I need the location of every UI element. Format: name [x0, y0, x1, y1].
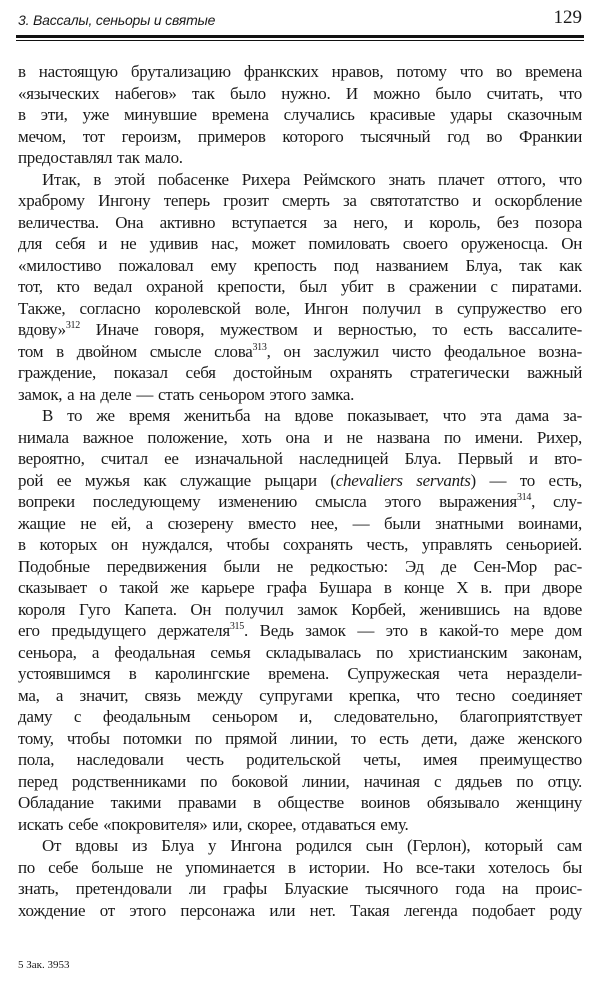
text-run: искать себе «покровителя» или, скорее, отдаваться ему.	[18, 814, 409, 834]
text-line	[18, 233, 582, 255]
text-line	[18, 857, 582, 879]
footnote-ref: 315	[229, 621, 244, 632]
text-line	[18, 577, 582, 599]
text-run: Обладание такими правами в обществе воинов обязывало женщину	[18, 793, 582, 812]
text-line	[18, 599, 582, 621]
text-run: Подобные передвижения были не редкостью: Эд де Сен-Мор рас-	[18, 556, 582, 576]
printer-signature: 5 Зак. 3953	[18, 959, 70, 971]
text-line	[18, 448, 582, 470]
text-run: в эти, уже минувшие времена случались красивые удары сказочным	[18, 105, 582, 124]
text-run: жащие не ей, а сюзерену вместо нее, — были знатными воинами,	[18, 513, 582, 533]
paragraph	[18, 405, 582, 835]
text-run: по себе больше не упоминается в истории. Но все-таки хотелось бы	[18, 857, 582, 877]
text-run: знать, претендовали ли графы Блуаские тысячного года на проис-	[18, 879, 582, 898]
text-run: том в двойном смысле слова	[18, 341, 253, 361]
text-line	[18, 427, 582, 449]
text-line	[18, 728, 582, 750]
text-run: «милостиво пожаловал ему крепость под названием Блуа, так как	[18, 255, 582, 275]
text-run: В то же время женитьба на вдове показывает, что эта дама за-	[42, 406, 582, 425]
text-line	[18, 470, 582, 492]
text-run: тому, чтобы потомки по прямой линии, то есть дети, даже женского	[18, 728, 582, 748]
text-run: пола, наследовали честь родительской четы, имея преимущество	[18, 750, 582, 769]
text-run: даму с феодальным сеньором и, следовательно, благоприятствует	[18, 707, 582, 726]
text-line	[18, 147, 582, 169]
text-line	[18, 556, 582, 578]
text-line	[18, 319, 582, 341]
text-run: его предыдущего держателя	[18, 621, 230, 640]
text-run: Также, согласно королевской воле, Ингон получил в супружество его	[18, 298, 582, 318]
footnote-ref: 312	[65, 320, 80, 331]
text-run: замок, а на деле — стать сеньором этого замка.	[18, 384, 355, 404]
footnote-ref: 314	[516, 492, 532, 503]
text-line	[18, 835, 582, 857]
text-run: короля Гуго Капета. Он получил замок Корбей, женившись на вдове	[18, 599, 582, 619]
footnote-ref: 313	[252, 341, 267, 353]
page-number: 129	[553, 7, 582, 28]
text-run: устоявшимся в каролингские времена. Супружеская чета нераздели-	[18, 664, 582, 683]
text-run: храброму Ингону теперь грозит смерть за святотатство и оскорбление	[18, 191, 582, 210]
text-run: Итак, в этой побасенке Рихера Реймского знать плачет оттого, что	[42, 169, 582, 189]
text-run: вдову»	[18, 320, 66, 339]
text-line	[18, 104, 582, 126]
text-run: сказывает о такой же карьере графа Бушара в конце X в. при дворе	[18, 578, 582, 597]
paragraph	[18, 61, 582, 169]
header-rule-thin	[16, 40, 584, 41]
text-run: для себя и не удивив нас, может помиловать своего оруженосца. Он	[18, 234, 582, 253]
text-line	[18, 83, 582, 105]
text-line	[18, 771, 582, 793]
text-run: ) — то есть,	[470, 470, 582, 490]
text-line	[18, 255, 582, 277]
page-body	[18, 61, 582, 921]
running-header	[18, 6, 582, 32]
text-run: в настоящую брутализацию франкских нравов, потому что во времена	[18, 62, 582, 81]
text-line	[18, 663, 582, 685]
text-line	[18, 534, 582, 556]
text-run: . Ведь замок — это в какой-то мере дом	[243, 621, 582, 640]
text-line	[18, 212, 582, 234]
text-run: , он заслужил чисто феодальное возна-	[266, 341, 582, 361]
text-run: предоставлял так мало.	[18, 148, 183, 167]
text-line	[18, 642, 582, 664]
text-line	[18, 126, 582, 148]
text-line	[18, 190, 582, 212]
text-run: тот, кто ведал охраной крепости, был убит в сражении с пиратами.	[18, 277, 582, 296]
text-line	[18, 814, 582, 836]
text-run: рой ее мужья как служащие рыцари (	[18, 470, 336, 490]
text-line	[18, 749, 582, 771]
text-line	[18, 513, 582, 535]
text-run: вопреки последующему изменению смысла этого выражения	[18, 492, 517, 511]
text-line	[18, 61, 582, 83]
text-line	[18, 405, 582, 427]
text-run: От вдовы из Блуа у Ингона родился сын (Герлон), который сам	[42, 836, 582, 855]
text-run: величества. Она активно вступается за него, и король, без позора	[18, 212, 582, 232]
text-run: вероятно, считал ее изначальной наследницей Блуа. Первый и вто-	[18, 449, 582, 468]
text-line	[18, 491, 582, 513]
text-line	[18, 298, 582, 320]
paragraph	[18, 835, 582, 921]
text-run: в которых он нуждался, чтобы сохранять честь, управлять сеньорией.	[18, 535, 582, 554]
text-line	[18, 792, 582, 814]
text-run: мечом, тот героизм, примеров которого тысячный год во Франкии	[18, 126, 582, 146]
text-line	[18, 276, 582, 298]
text-line	[18, 900, 582, 922]
text-line	[18, 620, 582, 642]
text-run: , слу-	[531, 492, 582, 511]
paragraph	[18, 169, 582, 406]
text-run: ма, а значит, связь между супругами крепка, что тесно соединяет	[18, 685, 582, 705]
text-line	[18, 341, 582, 363]
header-rule	[16, 35, 584, 38]
text-line	[18, 169, 582, 191]
text-run: сеньора, а феодальная семья складывалась по христианским законам,	[18, 642, 582, 662]
text-run: Иначе говоря, мужеством и верностью, то есть вассалите-	[79, 320, 582, 339]
text-line	[18, 706, 582, 728]
text-line	[18, 362, 582, 384]
text-line	[18, 878, 582, 900]
text-run: «языческих набегов» так было нужно. И можно было считать, что	[18, 83, 582, 103]
text-line	[18, 384, 582, 406]
text-run: нимала важное положение, хоть она и не названа по имени. Рихер,	[18, 427, 582, 447]
text-line	[18, 685, 582, 707]
text-run: перед родственниками по боковой линии, начиная с дядьев по отцу.	[18, 771, 582, 791]
italic-term: chevaliers servants	[335, 470, 471, 490]
chapter-title: 3. Вассалы, сеньоры и святые	[18, 12, 216, 28]
text-run: граждение, показал себя достойным охранять стратегически важный	[18, 363, 582, 382]
text-run: хождение от этого персонажа или нет. Такая легенда подобает роду	[18, 900, 582, 920]
